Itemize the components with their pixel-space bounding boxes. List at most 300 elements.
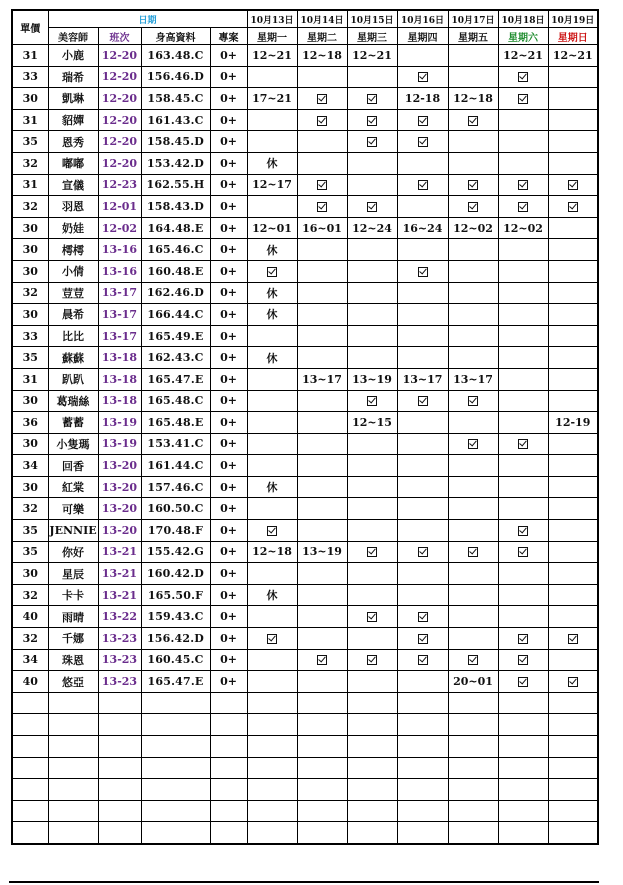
day-cell-checked: [548, 671, 598, 693]
checkbox-checked-icon: [267, 634, 277, 644]
day-cell: [297, 304, 347, 326]
day-cell: [498, 239, 548, 261]
shift-cell: 13-19: [98, 433, 141, 455]
price-cell: 36: [12, 412, 48, 434]
info-cell: 157.46.C: [141, 476, 210, 498]
day-cell: [347, 152, 397, 174]
name-cell: 蓄蓄: [48, 412, 98, 434]
price-cell: 35: [12, 131, 48, 153]
table-row: [12, 520, 598, 542]
day-cell: [347, 260, 397, 282]
name-cell: 卡卡: [48, 584, 98, 606]
day-cell-checked: [498, 66, 548, 88]
empty-cell: [297, 822, 347, 844]
day-cell-checked: [498, 649, 548, 671]
shift-cell: 12-01: [98, 196, 141, 218]
checkbox-checked-icon: [418, 116, 428, 126]
price-cell: 30: [12, 239, 48, 261]
day-cell: [297, 498, 347, 520]
extra-cell: 0+: [210, 476, 247, 498]
header-date: 10月13日: [247, 10, 297, 28]
empty-row: [12, 779, 598, 801]
day-cell-checked: [347, 541, 397, 563]
empty-cell: [548, 779, 598, 801]
day-cell: [397, 433, 448, 455]
price-cell: 35: [12, 347, 48, 369]
empty-cell: [448, 800, 498, 822]
empty-cell: [347, 800, 397, 822]
name-cell: 小隻瑪: [48, 433, 98, 455]
empty-cell: [548, 692, 598, 714]
day-cell-checked: [347, 390, 397, 412]
name-cell: 你好: [48, 541, 98, 563]
day-cell: [297, 282, 347, 304]
empty-cell: [210, 757, 247, 779]
day-cell: [297, 347, 347, 369]
name-cell: 葛瑞絲: [48, 390, 98, 412]
day-cell: [397, 282, 448, 304]
table-row: [12, 109, 598, 131]
name-cell: 羽恩: [48, 196, 98, 218]
day-cell: [397, 671, 448, 693]
day-cell: 12~21: [347, 45, 397, 67]
checkbox-checked-icon: [518, 439, 528, 449]
shift-cell: 13-23: [98, 671, 141, 693]
day-cell: [247, 455, 297, 477]
shift-cell: 12-20: [98, 152, 141, 174]
day-cell: [548, 217, 598, 239]
day-cell-checked: [448, 196, 498, 218]
day-cell-checked: [347, 649, 397, 671]
day-cell: [297, 628, 347, 650]
info-cell: 162.46.D: [141, 282, 210, 304]
header-weekday: 星期三: [347, 28, 397, 45]
day-cell: [448, 520, 498, 542]
day-cell: 12~01: [247, 217, 297, 239]
day-cell: [397, 412, 448, 434]
day-cell: [297, 66, 347, 88]
day-cell: 12~21: [548, 45, 598, 67]
day-cell-checked: [297, 649, 347, 671]
checkbox-checked-icon: [418, 180, 428, 190]
checkbox-checked-icon: [418, 612, 428, 622]
day-cell: [347, 325, 397, 347]
info-cell: 165.46.C: [141, 239, 210, 261]
header-weekday: 星期四: [397, 28, 448, 45]
day-cell: [347, 66, 397, 88]
checkbox-checked-icon: [418, 396, 428, 406]
day-cell: [247, 649, 297, 671]
day-cell: [347, 282, 397, 304]
empty-cell: [141, 757, 210, 779]
day-cell: 12~21: [498, 45, 548, 67]
extra-cell: 0+: [210, 520, 247, 542]
schedule-body: [12, 45, 598, 844]
day-cell-checked: [397, 606, 448, 628]
extra-cell: 0+: [210, 304, 247, 326]
day-cell: [448, 455, 498, 477]
day-cell: [297, 584, 347, 606]
info-cell: 164.48.E: [141, 217, 210, 239]
day-cell: [347, 563, 397, 585]
empty-cell: [247, 779, 297, 801]
day-cell: [498, 109, 548, 131]
day-cell: [347, 174, 397, 196]
shift-cell: 13-20: [98, 520, 141, 542]
extra-cell: 0+: [210, 174, 247, 196]
day-cell: [347, 347, 397, 369]
day-cell-checked: [448, 541, 498, 563]
day-cell: [548, 325, 598, 347]
table-row: [12, 671, 598, 693]
day-cell: [548, 152, 598, 174]
empty-cell: [48, 822, 98, 844]
empty-cell: [247, 736, 297, 758]
name-cell: 小鹿: [48, 45, 98, 67]
name-cell: 蘇蘇: [48, 347, 98, 369]
day-cell: 12~18: [297, 45, 347, 67]
empty-cell: [210, 822, 247, 844]
header-weekday-saturday: 星期六: [498, 28, 548, 45]
checkbox-checked-icon: [418, 634, 428, 644]
day-cell: [247, 412, 297, 434]
table-row: [12, 455, 598, 477]
empty-cell: [297, 779, 347, 801]
name-cell: 恩秀: [48, 131, 98, 153]
shift-cell: 12-02: [98, 217, 141, 239]
price-cell: 34: [12, 455, 48, 477]
checkbox-checked-icon: [568, 677, 578, 687]
table-row: [12, 304, 598, 326]
day-cell: [448, 412, 498, 434]
day-cell-checked: [397, 260, 448, 282]
empty-cell: [48, 800, 98, 822]
day-cell-checked: [297, 88, 347, 110]
extra-cell: 0+: [210, 347, 247, 369]
empty-cell: [247, 757, 297, 779]
shift-cell: 12-20: [98, 88, 141, 110]
day-cell: [347, 433, 397, 455]
table-row: [12, 649, 598, 671]
table-row: [12, 584, 598, 606]
extra-cell: 0+: [210, 541, 247, 563]
empty-cell: [347, 822, 397, 844]
price-cell: 35: [12, 520, 48, 542]
day-cell: 休: [247, 239, 297, 261]
day-cell: [297, 260, 347, 282]
empty-cell: [498, 822, 548, 844]
day-cell: [448, 282, 498, 304]
day-cell: [448, 239, 498, 261]
name-cell: 凱琳: [48, 88, 98, 110]
day-cell-checked: [498, 520, 548, 542]
empty-cell: [210, 714, 247, 736]
price-cell: 40: [12, 606, 48, 628]
checkbox-checked-icon: [317, 94, 327, 104]
info-cell: 160.50.C: [141, 498, 210, 520]
empty-cell: [498, 714, 548, 736]
checkbox-checked-icon: [418, 655, 428, 665]
empty-cell: [48, 736, 98, 758]
checkbox-checked-icon: [418, 267, 428, 277]
header-date: 10月17日: [448, 10, 498, 28]
day-cell-checked: [397, 131, 448, 153]
table-row: [12, 433, 598, 455]
day-cell: [397, 563, 448, 585]
day-cell-checked: [347, 196, 397, 218]
empty-cell: [397, 757, 448, 779]
header-row-dates: [12, 10, 598, 28]
empty-cell: [498, 779, 548, 801]
info-cell: 161.44.C: [141, 455, 210, 477]
empty-cell: [498, 692, 548, 714]
day-cell: [297, 239, 347, 261]
empty-cell: [12, 822, 48, 844]
day-cell-checked: [297, 174, 347, 196]
empty-cell: [98, 800, 141, 822]
info-cell: 165.48.C: [141, 390, 210, 412]
day-cell: 17~21: [247, 88, 297, 110]
empty-cell: [397, 714, 448, 736]
day-cell: [498, 584, 548, 606]
shift-cell: 12-20: [98, 109, 141, 131]
day-cell: [498, 260, 548, 282]
empty-cell: [448, 714, 498, 736]
day-cell: [498, 606, 548, 628]
extra-cell: 0+: [210, 498, 247, 520]
day-cell: [247, 433, 297, 455]
day-cell: [448, 584, 498, 606]
empty-cell: [12, 692, 48, 714]
extra-cell: 0+: [210, 109, 247, 131]
day-cell: [548, 109, 598, 131]
extra-cell: 0+: [210, 45, 247, 67]
day-cell: 休: [247, 584, 297, 606]
extra-cell: 0+: [210, 217, 247, 239]
empty-row: [12, 757, 598, 779]
empty-cell: [448, 736, 498, 758]
day-cell: 12~18: [448, 88, 498, 110]
day-cell: [397, 520, 448, 542]
checkbox-checked-icon: [367, 116, 377, 126]
empty-cell: [247, 714, 297, 736]
day-cell-checked: [498, 433, 548, 455]
day-cell: [498, 304, 548, 326]
schedule-table: [11, 9, 599, 845]
day-cell: [548, 390, 598, 412]
extra-cell: 0+: [210, 563, 247, 585]
empty-cell: [548, 822, 598, 844]
shift-cell: 13-18: [98, 390, 141, 412]
empty-row: [12, 692, 598, 714]
day-cell: [347, 671, 397, 693]
day-cell: [347, 455, 397, 477]
day-cell: 12~17: [247, 174, 297, 196]
extra-cell: 0+: [210, 66, 247, 88]
table-row: [12, 347, 598, 369]
info-cell: 158.45.C: [141, 88, 210, 110]
empty-cell: [98, 714, 141, 736]
extra-cell: 0+: [210, 152, 247, 174]
shift-cell: 13-20: [98, 498, 141, 520]
header-date-group: 日期: [48, 10, 247, 28]
info-cell: 160.48.E: [141, 260, 210, 282]
day-cell-checked: [448, 174, 498, 196]
name-cell: 悠亞: [48, 671, 98, 693]
price-cell: 31: [12, 109, 48, 131]
empty-cell: [498, 757, 548, 779]
extra-cell: 0+: [210, 584, 247, 606]
name-cell: 星辰: [48, 563, 98, 585]
checkbox-checked-icon: [367, 547, 377, 557]
day-cell: [397, 498, 448, 520]
day-cell: [297, 606, 347, 628]
day-cell: 12~24: [347, 217, 397, 239]
day-cell-checked: [397, 109, 448, 131]
shift-cell: 12-20: [98, 131, 141, 153]
info-cell: 160.42.D: [141, 563, 210, 585]
day-cell: [548, 606, 598, 628]
table-row: [12, 412, 598, 434]
empty-cell: [48, 692, 98, 714]
info-cell: 156.46.D: [141, 66, 210, 88]
header-weekday: 星期五: [448, 28, 498, 45]
day-cell-checked: [397, 66, 448, 88]
day-cell-checked: [297, 109, 347, 131]
name-cell: 千娜: [48, 628, 98, 650]
shift-cell: 13-17: [98, 325, 141, 347]
price-cell: 32: [12, 498, 48, 520]
day-cell: [347, 628, 397, 650]
checkbox-checked-icon: [518, 634, 528, 644]
price-cell: 30: [12, 260, 48, 282]
header-date: 10月16日: [397, 10, 448, 28]
table-row: [12, 131, 598, 153]
header-info: 身高資料: [141, 28, 210, 45]
header-weekday-sunday: 星期日: [548, 28, 598, 45]
header-weekday: 星期一: [247, 28, 297, 45]
checkbox-checked-icon: [468, 116, 478, 126]
price-cell: 30: [12, 563, 48, 585]
day-cell: [247, 325, 297, 347]
day-cell: 12~02: [498, 217, 548, 239]
day-cell-checked: [247, 260, 297, 282]
empty-cell: [498, 736, 548, 758]
empty-cell: [297, 800, 347, 822]
price-cell: 30: [12, 304, 48, 326]
day-cell: [498, 498, 548, 520]
name-cell: 雨晴: [48, 606, 98, 628]
day-cell: [397, 239, 448, 261]
empty-cell: [397, 692, 448, 714]
day-cell: [548, 88, 598, 110]
empty-cell: [347, 779, 397, 801]
empty-cell: [297, 692, 347, 714]
name-cell: 瑞希: [48, 66, 98, 88]
day-cell: [297, 390, 347, 412]
checkbox-checked-icon: [468, 180, 478, 190]
day-cell: [297, 563, 347, 585]
empty-cell: [297, 757, 347, 779]
checkbox-checked-icon: [568, 202, 578, 212]
info-cell: 166.44.C: [141, 304, 210, 326]
empty-cell: [141, 800, 210, 822]
day-cell: [548, 304, 598, 326]
info-cell: 158.43.D: [141, 196, 210, 218]
day-cell: [397, 325, 448, 347]
empty-cell: [141, 822, 210, 844]
table-row: [12, 152, 598, 174]
info-cell: 165.47.E: [141, 671, 210, 693]
table-row: [12, 239, 598, 261]
extra-cell: 0+: [210, 131, 247, 153]
checkbox-checked-icon: [367, 94, 377, 104]
extra-cell: 0+: [210, 196, 247, 218]
day-cell: 13~17: [297, 368, 347, 390]
day-cell-checked: [448, 109, 498, 131]
empty-cell: [141, 779, 210, 801]
day-cell: [297, 433, 347, 455]
price-cell: 32: [12, 282, 48, 304]
price-cell: 34: [12, 649, 48, 671]
checkbox-checked-icon: [468, 202, 478, 212]
name-cell: 趴趴: [48, 368, 98, 390]
day-cell: [347, 498, 397, 520]
day-cell: [498, 152, 548, 174]
price-cell: 30: [12, 433, 48, 455]
day-cell: [498, 412, 548, 434]
empty-cell: [247, 822, 297, 844]
day-cell-checked: [548, 196, 598, 218]
day-cell-checked: [297, 196, 347, 218]
header-weekday: 星期二: [297, 28, 347, 45]
name-cell: 可樂: [48, 498, 98, 520]
checkbox-checked-icon: [518, 655, 528, 665]
price-cell: 31: [12, 368, 48, 390]
day-cell: [297, 325, 347, 347]
extra-cell: 0+: [210, 455, 247, 477]
day-cell: 休: [247, 304, 297, 326]
day-cell: [548, 131, 598, 153]
name-cell: 紅棠: [48, 476, 98, 498]
day-cell: [347, 584, 397, 606]
empty-cell: [141, 692, 210, 714]
table-row: [12, 368, 598, 390]
empty-cell: [210, 736, 247, 758]
day-cell-checked: [498, 671, 548, 693]
day-cell: [498, 476, 548, 498]
checkbox-checked-icon: [468, 396, 478, 406]
checkbox-checked-icon: [468, 547, 478, 557]
price-cell: 30: [12, 476, 48, 498]
info-cell: 162.55.H: [141, 174, 210, 196]
empty-cell: [210, 779, 247, 801]
day-cell-checked: [397, 628, 448, 650]
empty-cell: [397, 779, 448, 801]
checkbox-checked-icon: [468, 655, 478, 665]
shift-cell: 13-17: [98, 282, 141, 304]
price-cell: 32: [12, 584, 48, 606]
day-cell: [448, 325, 498, 347]
empty-cell: [12, 779, 48, 801]
empty-cell: [347, 736, 397, 758]
day-cell: [397, 304, 448, 326]
table-row: [12, 606, 598, 628]
price-cell: 31: [12, 45, 48, 67]
extra-cell: 0+: [210, 412, 247, 434]
checkbox-checked-icon: [317, 655, 327, 665]
shift-cell: 13-21: [98, 563, 141, 585]
